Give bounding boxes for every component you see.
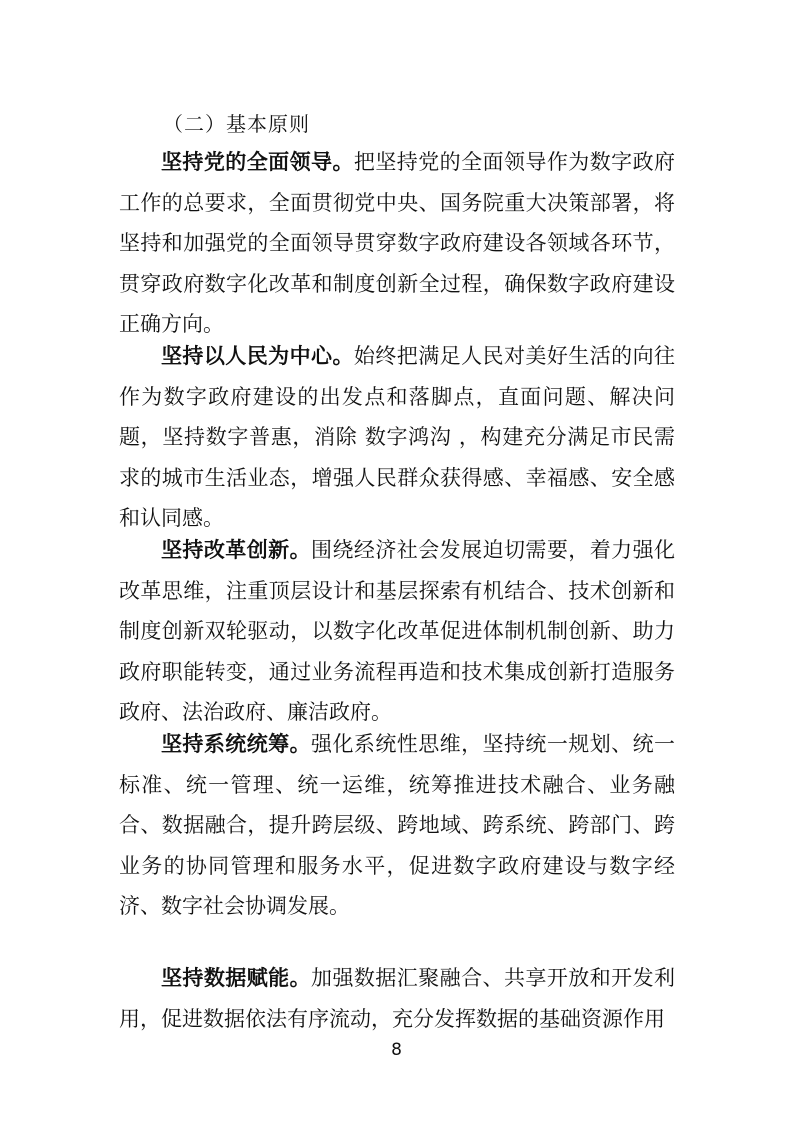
principle-text: 把坚持党的全面领导作为数字政府工作的总要求，全面贯彻党中央、国务院重大决策部署，将坚持和加强党的全面领导贯穿数字政府建设各领域各环节，贯穿政府数字化改革和制度创新全过程，确保数字政府建设正确方向。 xyxy=(119,150,676,336)
principle-paragraph-data-empowerment xyxy=(119,958,675,1039)
principle-paragraph-people-centered xyxy=(119,336,675,539)
principle-paragraph-party-leadership xyxy=(119,142,675,345)
principle-text: 围绕经济社会发展迫切需要，着力强化改革思维，注重顶层设计和基层探索有机结合、技术创新和制度创新双轮驱动，以数字化改革促进体制机制创新、助力政府职能转变，通过业务流程再造和技术集成创新打造服务政府、法治政府、廉洁政府。 xyxy=(119,538,676,724)
principle-paragraph-system-coordination xyxy=(119,724,675,927)
principle-text: 强化系统性思维，坚持统一规划、统一标准、统一管理、统一运维，统筹推进技术融合、业务融合、数据融合，提升跨层级、跨地域、跨系统、跨部门、跨业务的协同管理和服务水平，促进数字政府建设与数字经济、数字社会协调发展。 xyxy=(119,732,676,918)
principle-lead: 坚持以人民为中心。 xyxy=(161,344,354,368)
principle-text: 始终把满足人民对美好生活的向往作为数字政府建设的出发点和落脚点，直面问题、解决问题，坚持数字普惠，消除 数字鸿沟 ，构建充分满足市民需求的城市生活业态，增强人民群众获得感、幸福感、安全感和认同感。 xyxy=(119,344,676,530)
principle-lead: 坚持系统统筹。 xyxy=(161,732,312,756)
principle-lead: 坚持数据赋能。 xyxy=(161,966,312,990)
principle-paragraph-reform-innovation xyxy=(119,530,675,733)
principle-lead: 坚持改革创新。 xyxy=(161,538,312,562)
section-heading: （二）基本原则 xyxy=(163,112,310,136)
principle-lead: 坚持党的全面领导。 xyxy=(161,150,354,174)
page-number: 8 xyxy=(391,1040,402,1060)
principle-text: 加强数据汇聚融合、共享开放和开发利用，促进数据依法有序流动，充分发挥数据的基础资源作用 xyxy=(119,966,676,1031)
